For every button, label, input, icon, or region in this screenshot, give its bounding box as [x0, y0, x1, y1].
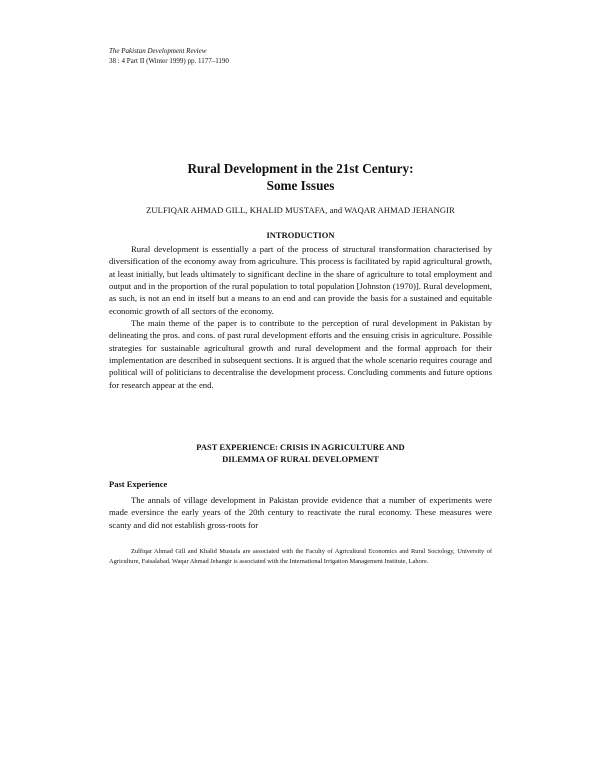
- title-line-2: Some Issues: [266, 178, 335, 193]
- section-heading-line-2: DILEMMA OF RURAL DEVELOPMENT: [222, 454, 379, 464]
- volume-info: 38 : 4 Part II (Winter 1999) pp. 1177–1190: [109, 57, 229, 65]
- past-experience-body: [109, 494, 492, 531]
- title-line-1: Rural Development in the 21st Century:: [187, 161, 414, 176]
- journal-name: The Pakistan Development Review: [109, 47, 207, 55]
- paper-title: [109, 160, 492, 194]
- section-heading-past-experience: [109, 441, 492, 465]
- journal-header: [109, 46, 229, 66]
- intro-paragraph-2: The main theme of the paper is to contribute to the perception of rural development in Pakistan by delineating the pros. and cons. of past rural development efforts and the ensuing crisis in agriculture. Possible strategies for sustainable agricultural growth and rural development and the formal approach for their implementation are described in subsequent sections. It is argued that the whole scenario requires courage and political will of politicians to decentralise the development process. Concluding comments and future options for research appear at the end.: [109, 318, 492, 390]
- past-experience-paragraph-1: The annals of village development in Pakistan provide evidence that a number of experiments were made eversince the early years of the 20th century to reactivate the rural economy. These measures were scanty and did not establish gross-roots for: [109, 495, 492, 530]
- intro-paragraph-1: Rural development is essentially a part of the process of structural transformation characterised by diversification of the economy away from agriculture. This process is facilitated by rapid agricultural growth, at least initially, but leads ultimately to significant decline in the share of agriculture to total employment and output and in the proportion of the rural population to total population [Johnston (1970)]. Rural development, as such, is not an end in itself but a means to an end and can provide the basis for a sustained and equitable economic growth of all sectors of the economy.: [109, 244, 492, 316]
- author-list: ZULFIQAR AHMAD GILL, KHALID MUSTAFA, and WAQAR AHMAD JEHANGIR: [146, 205, 455, 215]
- subheading-past-experience: Past Experience: [109, 479, 168, 489]
- section-heading-line-1: PAST EXPERIENCE: CRISIS IN AGRICULTURE AND: [196, 442, 405, 452]
- introduction-heading: INTRODUCTION: [266, 230, 335, 240]
- introduction-body: [109, 243, 492, 391]
- author-affiliation-footnote: Zulfiqar Ahmad Gill and Khalid Mustafa are associated with the Faculty of Agricultural Economics and Rural Sociology, University of Agriculture, Faisalabad. Waqar Ahmad Jehangir is associated with the International Irrigation Management Institute, Lahore.: [109, 548, 492, 565]
